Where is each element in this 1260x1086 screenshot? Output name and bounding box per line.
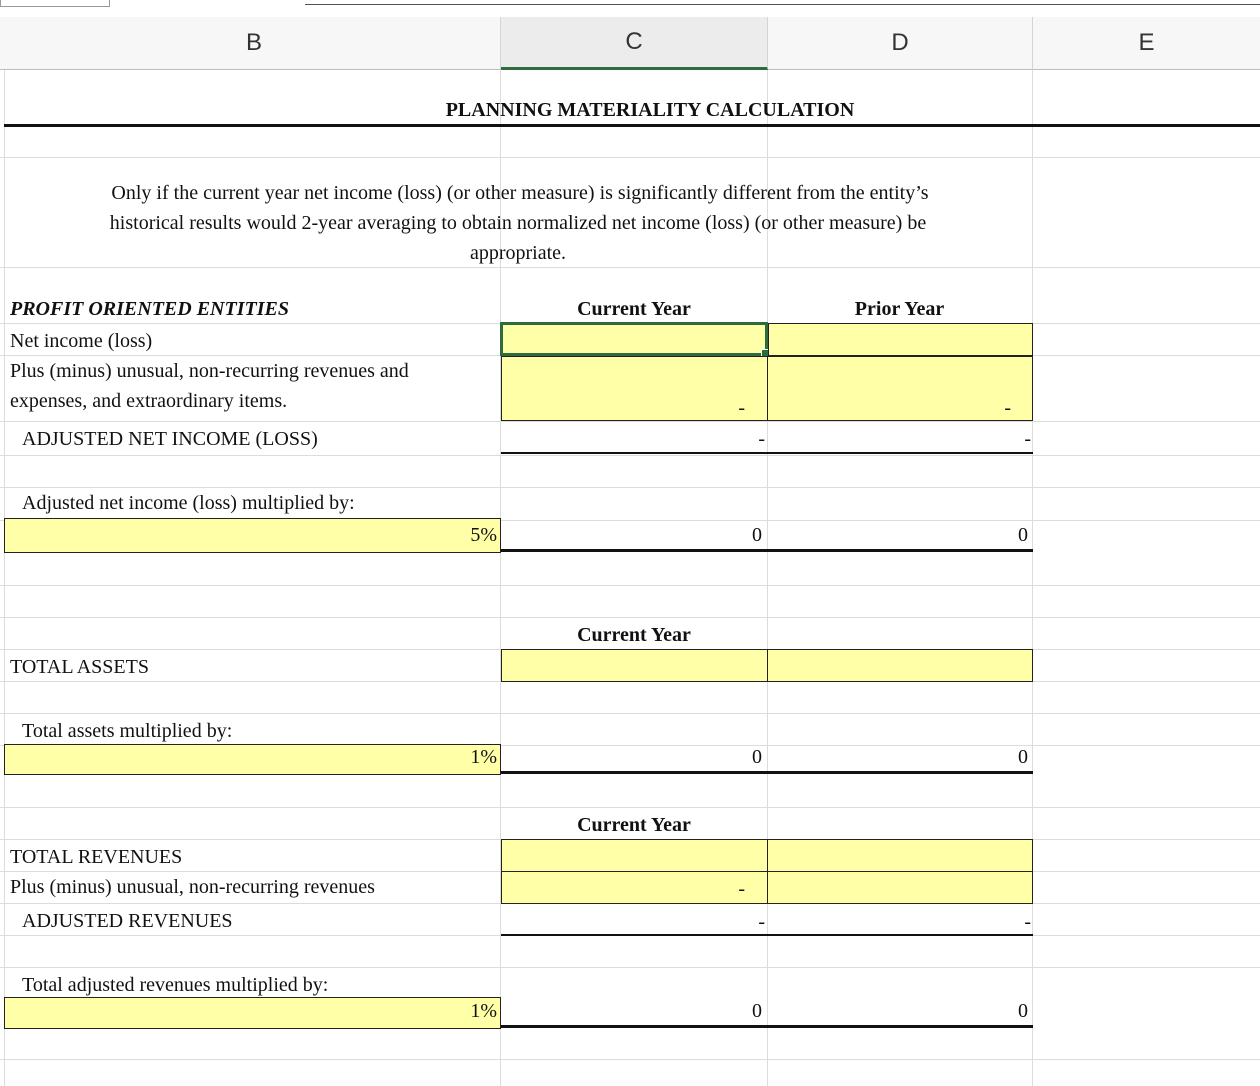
total-assets-current-cell[interactable] (501, 649, 768, 682)
unusual-items-label-cont: expenses, and extraordinary items. (10, 390, 288, 412)
total-assets-result-prior: 0 (1018, 746, 1028, 768)
unusual-revenues-prior-cell[interactable] (767, 871, 1033, 904)
note-line: historical results would 2-year averaging to obtain normalized net income (loss) (or other measure) be (109, 212, 927, 234)
total-assets-prior-cell[interactable] (767, 649, 1033, 682)
adjusted-net-income-prior: - (1024, 428, 1031, 450)
note-line: Only if the current year net income (loss) (or other measure) is significantly different from the entity’s (111, 182, 929, 204)
net-income-result-current: 0 (752, 524, 762, 546)
current-year-header: Current Year (577, 814, 691, 836)
result-double-underline (501, 1025, 1033, 1028)
section-label-profit: PROFIT ORIENTED ENTITIES (10, 298, 289, 320)
prior-year-header: Prior Year (854, 298, 945, 320)
net-income-current-cell[interactable] (500, 322, 768, 356)
revenues-result-current: 0 (752, 1000, 762, 1022)
column-header-e[interactable] (1033, 17, 1260, 70)
title-underline (4, 124, 1260, 127)
result-double-underline (501, 549, 1033, 552)
result-double-underline (501, 771, 1033, 774)
column-header-d[interactable] (768, 17, 1033, 70)
column-e-label: E (1138, 29, 1155, 56)
net-income-multiplier-label: Adjusted net income (loss) multiplied by: (22, 492, 355, 514)
unusual-revenues-label: Plus (minus) unusual, non-recurring revenues (10, 876, 375, 898)
unusual-items-label: Plus (minus) unusual, non-recurring revenues and (10, 360, 409, 382)
total-assets-multiplier-label: Total assets multiplied by: (22, 720, 233, 742)
revenues-pct-value: 1% (470, 1000, 497, 1022)
total-revenues-prior-cell[interactable] (767, 839, 1033, 872)
adjusted-revenues-prior: - (1024, 911, 1031, 933)
total-revenues-label: TOTAL REVENUES (10, 846, 183, 868)
net-income-pct-value: 5% (470, 524, 497, 546)
column-d-label: D (891, 29, 909, 56)
adjusted-revenues-label: ADJUSTED REVENUES (22, 910, 233, 932)
note-line: appropriate. (469, 242, 567, 264)
adjusted-net-income-current: - (758, 428, 765, 450)
total-assets-label: TOTAL ASSETS (10, 656, 149, 678)
column-b-label: B (245, 29, 262, 56)
net-income-result-prior: 0 (1018, 524, 1028, 546)
adjusted-net-income-label: ADJUSTED NET INCOME (LOSS) (22, 428, 318, 450)
total-underline (501, 934, 1033, 936)
net-income-label: Net income (loss) (10, 330, 153, 352)
unusual-items-current-value: - (738, 397, 745, 419)
name-box-edge[interactable] (0, 0, 110, 7)
formula-input-edge[interactable] (305, 4, 1260, 5)
revenues-result-prior: 0 (1018, 1000, 1028, 1022)
current-year-header: Current Year (577, 298, 691, 320)
page-title: PLANNING MATERIALITY CALCULATION (445, 99, 855, 121)
total-underline (501, 452, 1033, 454)
unusual-items-prior-value: - (1004, 397, 1011, 419)
net-income-prior-cell[interactable] (768, 323, 1033, 356)
unusual-revenues-current-value: - (738, 878, 745, 900)
total-assets-pct-value: 1% (470, 746, 497, 768)
current-year-header: Current Year (577, 624, 691, 646)
adjusted-revenues-current: - (758, 911, 765, 933)
total-revenues-current-cell[interactable] (501, 839, 768, 872)
column-header-c[interactable] (501, 17, 768, 70)
column-header-b[interactable] (8, 17, 501, 70)
revenues-multiplier-label: Total adjusted revenues multiplied by: (22, 974, 329, 996)
formula-bar-remnant (0, 0, 1260, 16)
total-assets-result-current: 0 (752, 746, 762, 768)
column-c-label: C (625, 28, 643, 55)
